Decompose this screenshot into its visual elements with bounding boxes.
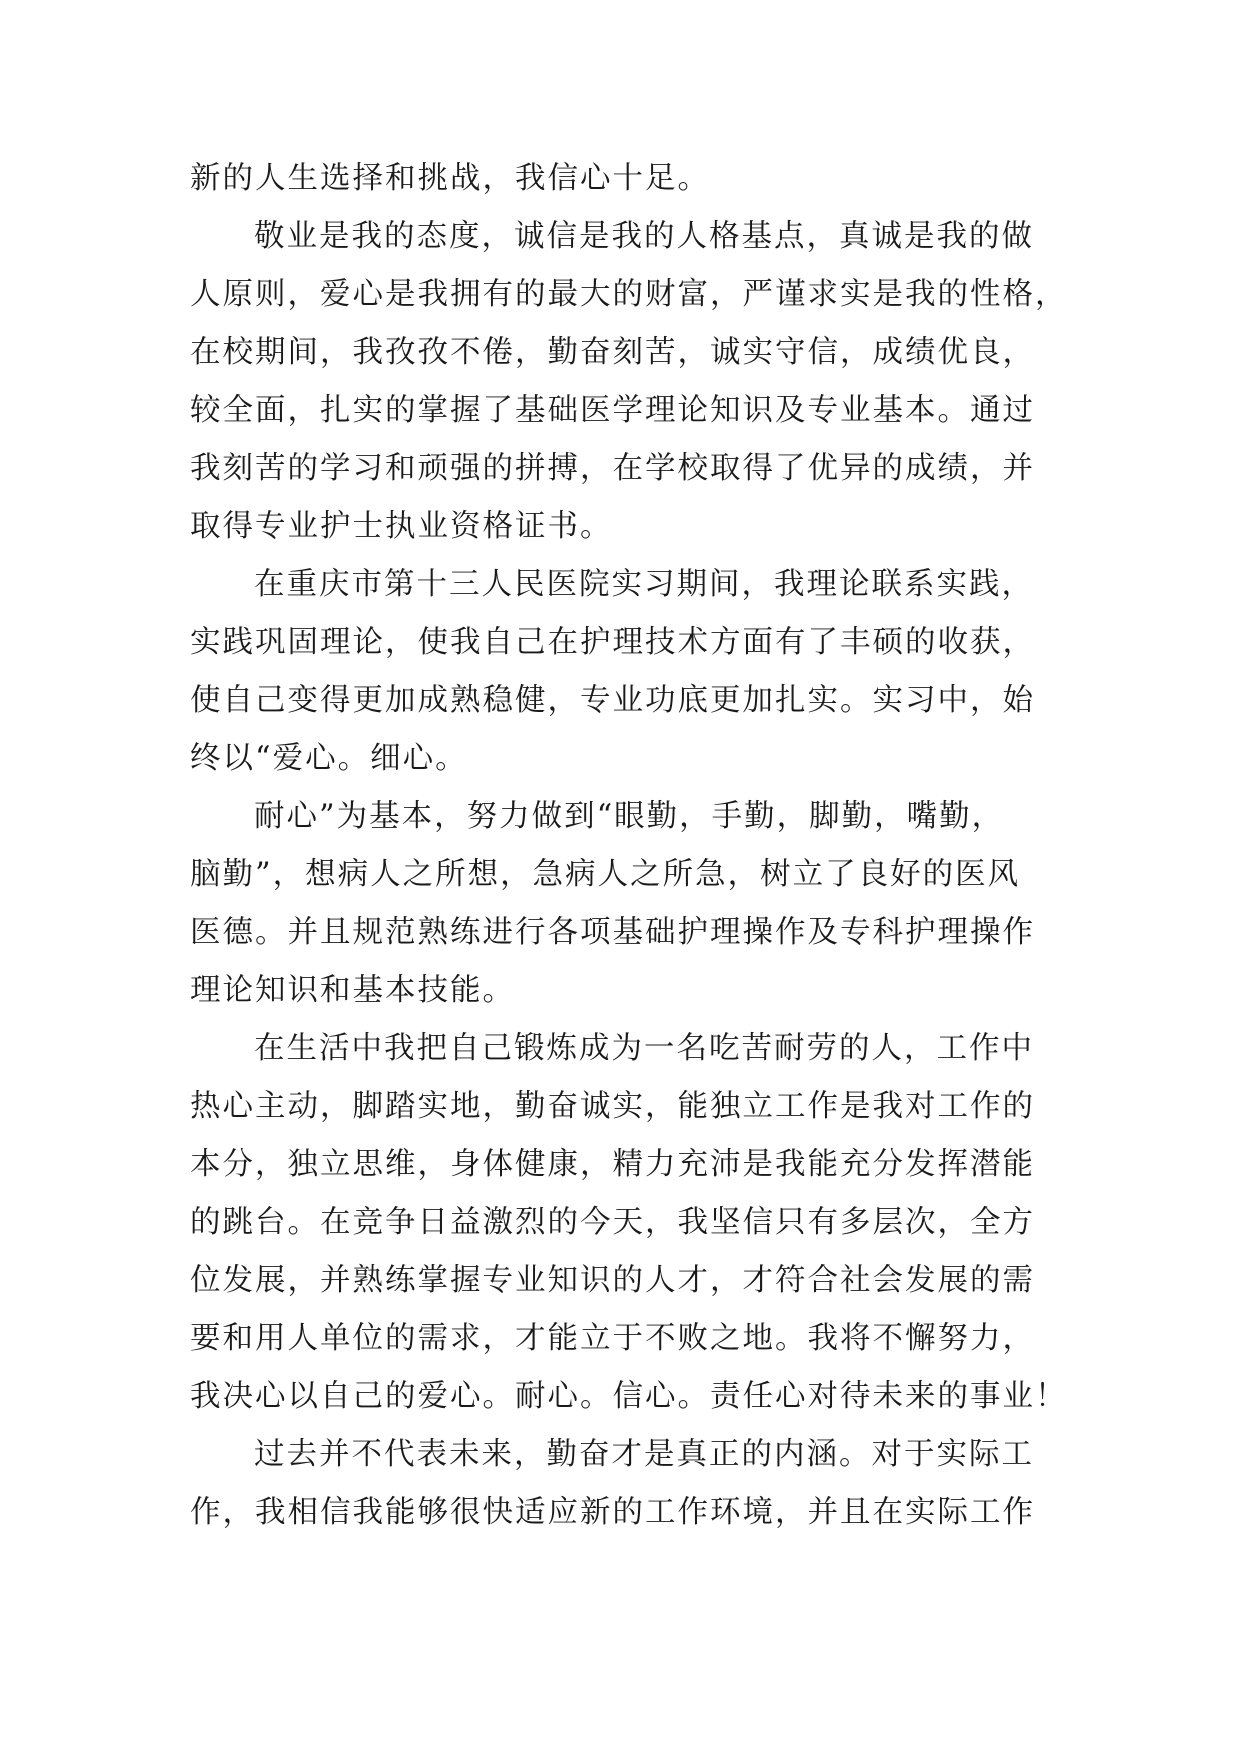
- text-line: 耐心”为基本，努力做到“眼勤，手勤，脚勤，嘴勤，: [254, 799, 1005, 834]
- text-line: 使自己变得更加成熟稳健，专业功底更加扎实。实习中，始: [190, 683, 1035, 718]
- text-line: 要和用人单位的需求，才能立于不败之地。我将不懈努力，: [190, 1321, 1035, 1356]
- text-line: 在重庆市第十三人民医院实习期间，我理论联系实践，: [254, 567, 1034, 602]
- text-line: 较全面，扎实的掌握了基础医学理论知识及专业基本。通过: [190, 393, 1035, 428]
- text-line: 人原则，爱心是我拥有的最大的财富，严谨求实是我的性格，: [190, 277, 1068, 312]
- text-line: 作，我相信我能够很快适应新的工作环境，并且在实际工作: [190, 1495, 1035, 1530]
- text-line: 位发展，并熟练掌握专业知识的人才，才符合社会发展的需: [190, 1263, 1035, 1298]
- text-line: 热心主动，脚踏实地，勤奋诚实，能独立工作是我对工作的: [190, 1089, 1035, 1124]
- text-line: 新的人生选择和挑战，我信心十足。: [190, 161, 710, 196]
- text-line: 在校期间，我孜孜不倦，勤奋刻苦，诚实守信，成绩优良，: [190, 335, 1035, 370]
- text-line: 理论知识和基本技能。: [190, 973, 515, 1008]
- text-line: 医德。并且规范熟练进行各项基础护理操作及专科护理操作: [190, 915, 1035, 950]
- body-text: [190, 150, 1068, 1542]
- text-line: 我决心以自己的爱心。耐心。信心。责任心对待未来的事业！: [190, 1379, 1068, 1414]
- text-line: 终以“爱心。细心。: [190, 741, 468, 776]
- text-line: 脑勤”，想病人之所想，急病人之所急，树立了良好的医风: [190, 857, 1021, 892]
- text-line: 本分，独立思维，身体健康，精力充沛是我能充分发挥潜能: [190, 1147, 1035, 1182]
- text-line: 过去并不代表未来，勤奋才是真正的内涵。对于实际工: [254, 1437, 1034, 1472]
- text-line: 的跳台。在竞争日益激烈的今天，我坚信只有多层次，全方: [190, 1205, 1035, 1240]
- text-line: 实践巩固理论，使我自己在护理技术方面有了丰硕的收获，: [190, 625, 1035, 660]
- text-line: 我刻苦的学习和顽强的拼搏，在学校取得了优异的成绩，并: [190, 451, 1035, 486]
- text-line: 敬业是我的态度，诚信是我的人格基点，真诚是我的做: [254, 219, 1034, 254]
- text-line: 在生活中我把自己锻炼成为一名吃苦耐劳的人，工作中: [254, 1031, 1034, 1066]
- text-line: 取得专业护士执业资格证书。: [190, 509, 613, 544]
